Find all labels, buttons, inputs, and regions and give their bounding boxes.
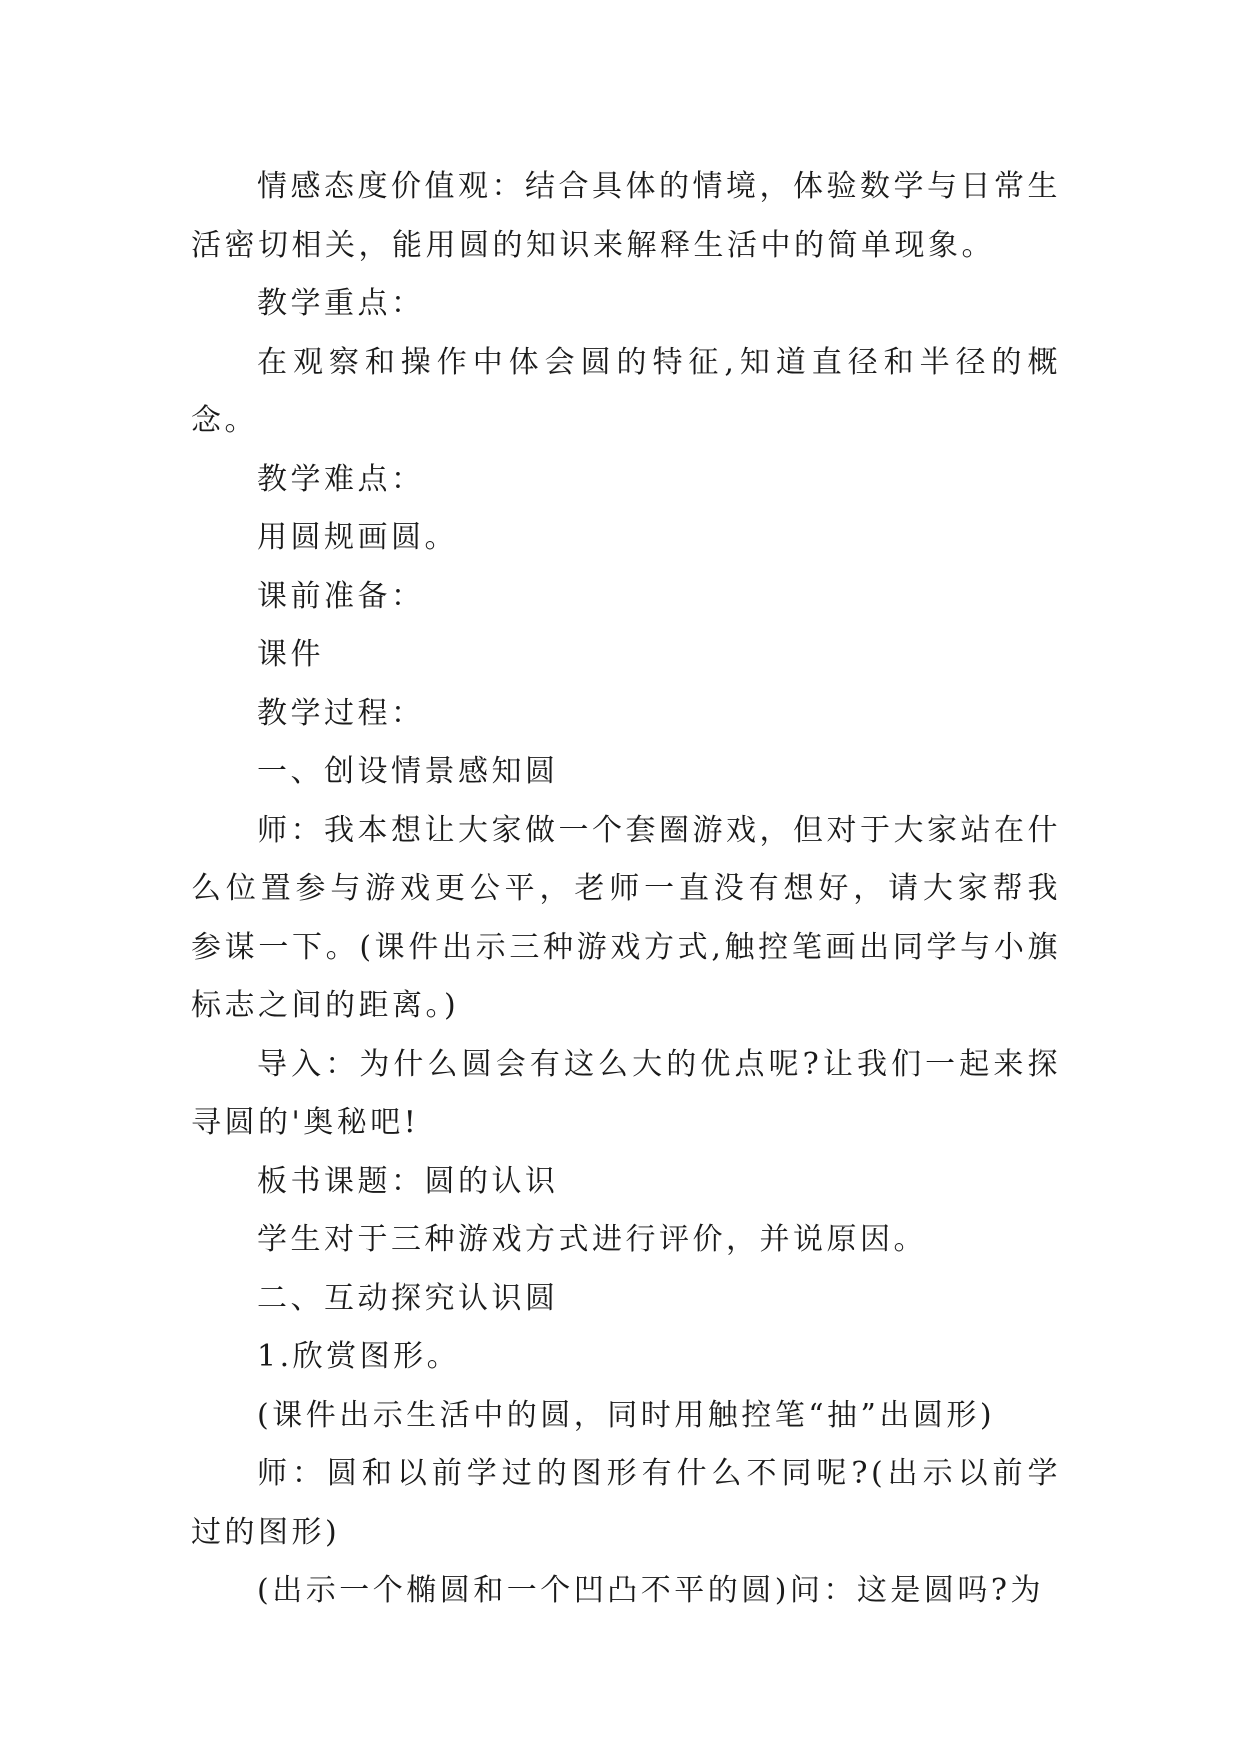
paragraph-teacher-question: 师：圆和以前学过的图形有什么不同呢?(出示以前学过的图形) [191,1456,1061,1550]
paragraph-preparation: 课件 [257,637,324,672]
paragraph-lead-in: 导入：为什么圆会有这么大的优点呢?让我们一起来探寻圆的'奥秘吧! [191,1046,1061,1140]
paragraph-teaching-focus: 在观察和操作中体会圆的特征,知道直径和半径的概念。 [191,344,1061,438]
heading-teaching-process: 教学过程： [257,695,425,731]
document-page [191,158,1061,1621]
heading-teaching-focus: 教学重点： [257,286,425,321]
paragraph-teaching-difficulty: 用圆规画圆。 [257,520,458,555]
section-heading-2: 二、互动探究认识圆 [257,1280,559,1316]
heading-preparation: 课前准备： [257,578,425,614]
paragraph-teacher-intro: 师：我本想让大家做一个套圈游戏，但对于大家站在什么位置参与游戏更公平，老师一直没有想好，请大家帮我参谋一下。(课件出示三种游戏方式,触控笔画出同学与小旗标志之间的距离。) [191,812,1061,1023]
step-heading-1: 1.欣赏图形。 [257,1339,461,1374]
paragraph-student-evaluation: 学生对于三种游戏方式进行评价，并说原因。 [257,1222,927,1257]
paragraph-ellipse-question: (出示一个椭圆和一个凹凸不平的圆)问：这是圆吗?为 [257,1573,1044,1608]
paragraph-objective-attitude: 情感态度价值观：结合具体的情境，体验数学与日常生活密切相关，能用圆的知识来解释生活中的简单现象。 [191,169,1061,263]
section-heading-1: 一、创设情景感知圆 [257,754,559,789]
paragraph-courseware-circles: (课件出示生活中的圆，同时用触控笔“抽”出圆形) [257,1397,996,1433]
paragraph-board-title: 板书课题：圆的认识 [257,1163,559,1199]
heading-teaching-difficulty: 教学难点： [257,461,425,497]
